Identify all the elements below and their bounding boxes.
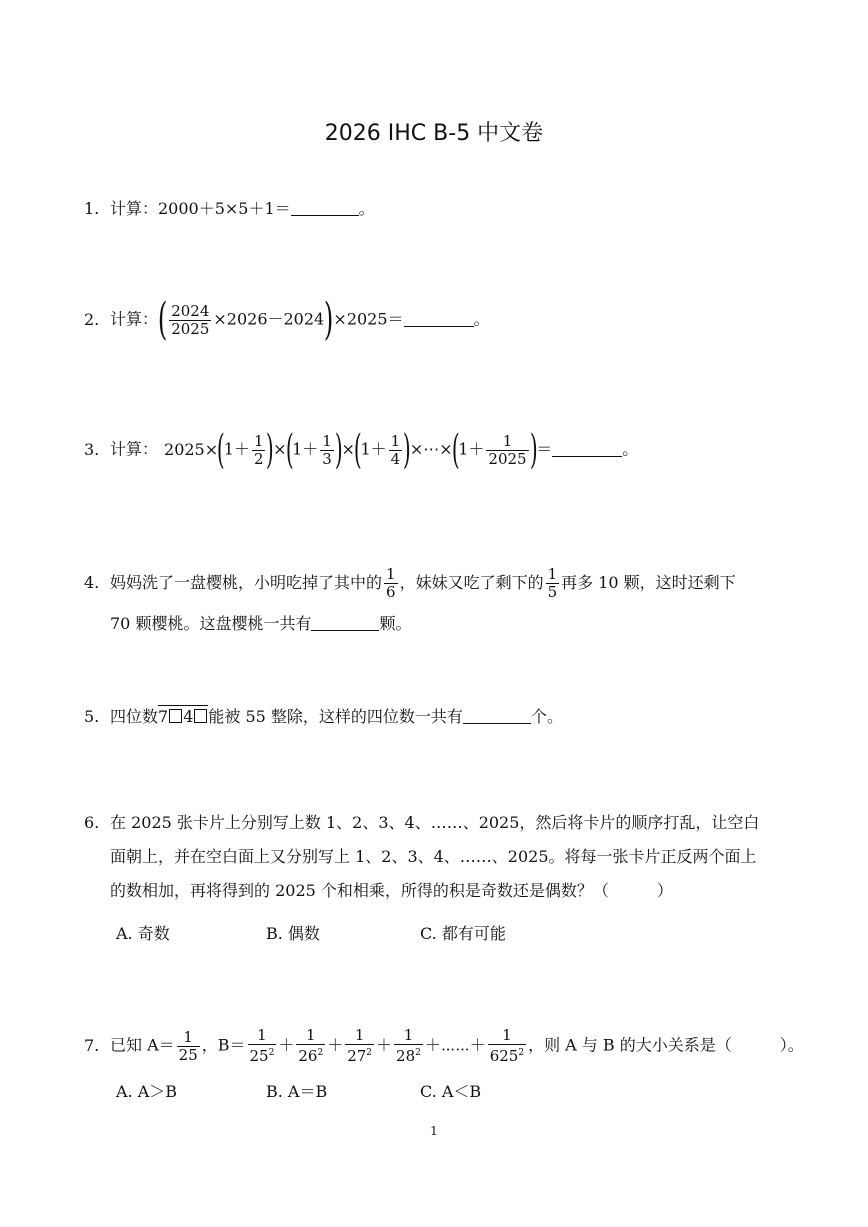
- option-c[interactable]: C. 都有可能: [420, 924, 506, 943]
- question-7-options: [116, 1079, 481, 1102]
- option-b[interactable]: B. 偶数: [266, 924, 320, 943]
- operator: ×: [273, 439, 287, 459]
- question-text: 颗。: [379, 614, 412, 633]
- denominator: 5: [547, 583, 558, 601]
- question-4: [84, 566, 736, 601]
- expression: 1＋: [292, 439, 319, 459]
- fraction: [320, 433, 334, 468]
- operator: ＋⋯⋯＋: [424, 1035, 486, 1055]
- left-paren: (: [157, 294, 168, 345]
- denominator: $28^2$: [394, 1044, 423, 1065]
- expression: 2025×: [164, 439, 219, 459]
- digit-box: [194, 709, 207, 723]
- question-3: 3. 计算： 2025×(1＋ $\frac{1}{2}$ )×(1＋ $\frac{1}{3}$ )×(1＋ $\frac{1}{4}$ )×⋯×(1＋ $\frac{1}{2025}$ )＝ 。: [84, 427, 639, 473]
- fraction: [486, 433, 528, 468]
- question-number: 1.: [84, 199, 100, 218]
- question-label: 计算：: [110, 439, 159, 459]
- operator: ×: [341, 439, 355, 459]
- answer-blank: [463, 709, 531, 724]
- fraction: [394, 1027, 423, 1065]
- fraction: [384, 566, 398, 601]
- question-label: 计算：: [110, 309, 159, 329]
- denominator: 4: [390, 449, 401, 468]
- fraction: [345, 1027, 374, 1065]
- numerator: 1: [257, 1026, 267, 1044]
- overlined-number: [158, 705, 208, 726]
- answer-blank: [311, 616, 379, 631]
- denominator: 6: [386, 583, 396, 601]
- fraction: [252, 433, 266, 468]
- numerator: 1: [403, 1026, 414, 1044]
- denominator: 2025: [171, 319, 210, 338]
- option-b[interactable]: B. A＝B: [266, 1082, 328, 1101]
- answer-blank: [291, 201, 359, 216]
- question-2: [84, 294, 490, 345]
- question-6-line-3: 的数相加，再将得到的 2025 个和相乘，所得的积是奇数还是偶数？（ ）: [110, 881, 673, 900]
- punct: 。: [622, 439, 639, 459]
- question-number: 2.: [84, 309, 100, 329]
- fraction: [546, 566, 560, 601]
- denominator: 3: [322, 449, 332, 468]
- fraction: [169, 303, 211, 338]
- question-text: 能被 55 整除，这样的四位数一共有: [208, 707, 463, 726]
- numerator: 1: [547, 565, 558, 583]
- question-6: [84, 813, 759, 833]
- punct: 。: [473, 309, 490, 329]
- digit: 4: [183, 707, 194, 726]
- question-text: 已知 A＝: [110, 1035, 175, 1055]
- question-5: [84, 707, 563, 727]
- denominator: 2025: [488, 449, 527, 468]
- denominator: $26^2$: [296, 1044, 325, 1065]
- denominator: 25: [178, 1045, 198, 1064]
- page-number: 1: [430, 1124, 438, 1138]
- question-6-line-2: 面朝上，并在空白面上又分别写上 1、2、3、4、……、2025。将每一张卡片正反两个面上: [110, 847, 757, 866]
- question-7: [84, 1027, 804, 1065]
- numerator: 1: [502, 1026, 512, 1044]
- option-c[interactable]: C. A＜B: [420, 1082, 482, 1101]
- expression: 1＋: [223, 439, 250, 459]
- denominator: 2: [253, 449, 264, 468]
- answer-blank: [552, 442, 622, 457]
- question-text: ，妹妹又吃了剩下的: [399, 573, 544, 592]
- question-text: 70 颗樱桃。这盘樱桃一共有: [110, 614, 312, 633]
- fraction: [296, 1027, 325, 1065]
- numerator: 1: [306, 1026, 316, 1044]
- operator: ＝: [536, 439, 553, 459]
- denominator: $27^2$: [345, 1044, 374, 1065]
- question-number: 7.: [84, 1035, 100, 1055]
- numerator: 1: [253, 431, 264, 450]
- question-text: 再多 10 颗，这时还剩下: [561, 573, 736, 592]
- fraction: [177, 1029, 200, 1064]
- question-1: [84, 199, 375, 219]
- fraction: [488, 1027, 526, 1065]
- question-text: ，B＝: [201, 1035, 246, 1055]
- denominator: $625^2$: [488, 1044, 526, 1065]
- question-text: 四位数: [110, 707, 159, 726]
- expression: ×2026－2024: [213, 309, 325, 329]
- operator: ＋: [278, 1035, 295, 1055]
- question-text: 妈妈洗了一盘樱桃，小明吃掉了其中的: [110, 573, 383, 592]
- option-a[interactable]: A. 奇数: [116, 924, 170, 943]
- question-text: 计算：2000＋5×5＋1＝: [110, 199, 291, 218]
- option-a[interactable]: A. A＞B: [116, 1082, 178, 1101]
- question-4-line-2: [110, 614, 411, 634]
- numerator: 1: [390, 431, 401, 450]
- question-number: 3.: [84, 439, 100, 459]
- fraction: [389, 433, 403, 468]
- question-text: 个。: [530, 707, 563, 726]
- numerator: 2024: [171, 301, 210, 320]
- answer-blank: [404, 312, 474, 327]
- operator: ＋: [376, 1035, 393, 1055]
- numerator: 1: [502, 431, 513, 450]
- digit-box: [169, 709, 182, 723]
- expression: 1＋: [458, 439, 485, 459]
- numerator: 1: [354, 1026, 365, 1044]
- denominator: $25^2$: [248, 1044, 277, 1065]
- question-6-options: [116, 921, 506, 944]
- question-number: 4.: [84, 573, 100, 592]
- expression: 1＋: [360, 439, 387, 459]
- expression: ×2025＝: [333, 309, 404, 329]
- digit: 7: [158, 707, 169, 726]
- numerator: 1: [322, 431, 332, 450]
- right-paren: ): [324, 294, 334, 345]
- fraction: [248, 1027, 277, 1065]
- numerator: 1: [386, 565, 396, 583]
- operator: ＋: [327, 1035, 344, 1055]
- question-text: ，则 A 与 B 的大小关系是（ ）。: [528, 1035, 804, 1055]
- operator: ×⋯×: [409, 439, 453, 459]
- page-title: 2026 IHC B-5 中文卷: [324, 121, 544, 146]
- question-number: 5.: [84, 707, 100, 726]
- question-number: 6.: [84, 813, 100, 832]
- numerator: 1: [183, 1027, 193, 1046]
- question-text: 在 2025 张卡片上分别写上数 1、2、3、4、……、2025，然后将卡片的顺序打乱，让空白: [110, 813, 760, 832]
- punct: 。: [358, 199, 375, 218]
